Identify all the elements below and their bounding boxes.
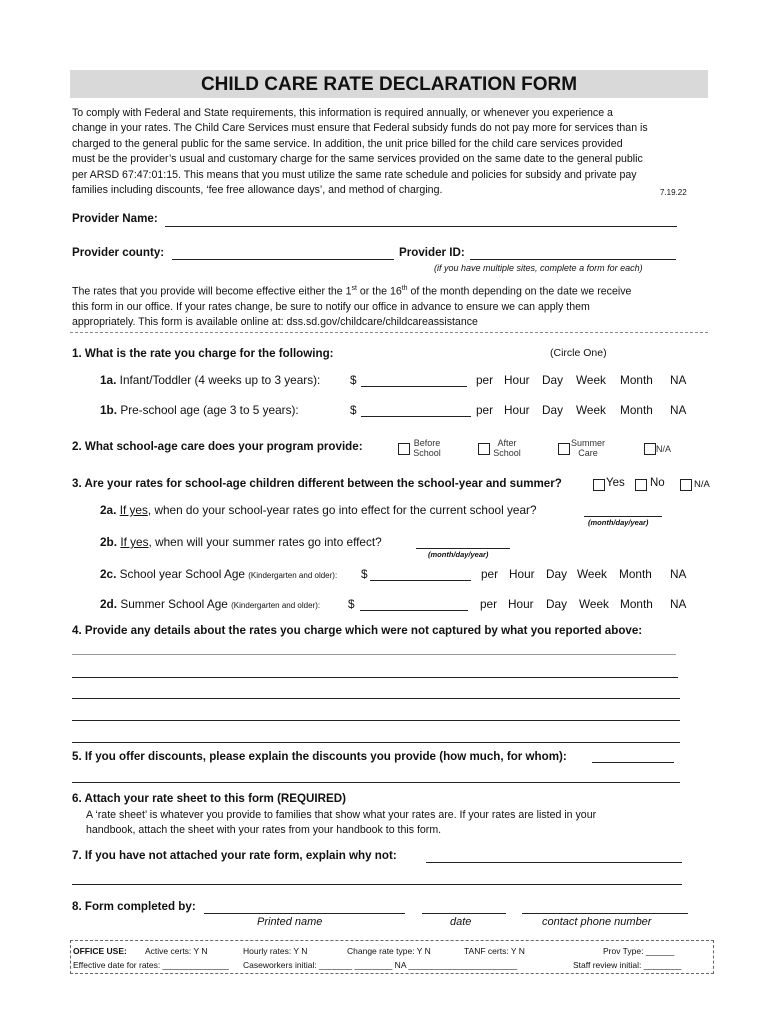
summer-date-field[interactable] [416, 548, 510, 549]
office-use-label: OFFICE USE: [73, 946, 127, 956]
intro-line: To comply with Federal and State requirements, this information is required annually, or whenever you experience a [72, 107, 613, 119]
unit-month[interactable]: Month [620, 597, 653, 611]
no-rate-form-line[interactable] [72, 884, 682, 885]
na-label: N/A [694, 479, 710, 490]
hourly-rates: Hourly rates: Y N [243, 946, 308, 956]
provider-county-field[interactable] [172, 259, 394, 260]
q6-label: 6. Attach your rate sheet to this form (REQUIRED) [72, 792, 346, 805]
unit-na[interactable]: NA [670, 373, 687, 387]
effective-note: The rates that you provide will become effective either the 1st or the 16th of the month depending on the date we receive this form in our office. If your rates change, be sure to notify our office in advance to ensure we can apply them appropriately. This form is available online at: dss.sd.gov/childcare/childcareassistance [72, 285, 632, 329]
dollar-sign: $ [350, 373, 357, 387]
unit-na[interactable]: NA [670, 597, 687, 611]
form-title: CHILD CARE RATE DECLARATION FORM [70, 70, 708, 98]
q2d-label: 2d. Summer School Age (Kindergarten and older): [100, 597, 321, 611]
printed-name-field[interactable] [204, 913, 405, 914]
q1b-label: 1b. Pre-school age (age 3 to 5 years): [100, 403, 299, 417]
na-checkbox[interactable] [680, 479, 692, 491]
provider-id-label: Provider ID: [399, 246, 465, 259]
details-line[interactable] [72, 742, 680, 743]
date-format-hint: (month/day/year) [428, 550, 489, 559]
intro-line: charged to the general public for the same service. In addition, the unit price billed for the child care services provided [72, 137, 623, 150]
details-line[interactable] [72, 654, 676, 655]
unit-week[interactable]: Week [576, 403, 606, 417]
phone-caption: contact phone number [542, 916, 652, 928]
office-use-box [70, 940, 714, 974]
intro-line: families including discounts, ‘fee free allowance days’, and method of charging. [72, 184, 443, 197]
unit-day[interactable]: Day [546, 567, 567, 581]
intro-line: per ARSD 67:47:01:15. This means that you must utilize the same rate schedule and policies for subsidy and private pay [72, 168, 637, 181]
unit-day[interactable]: Day [542, 373, 563, 387]
no-label: No [650, 477, 665, 489]
prov-type: Prov Type: ______ [603, 946, 675, 956]
q5-label: 5. If you offer discounts, please explain the discounts you provide (how much, for whom): [72, 750, 567, 763]
staff-review-initial: Staff review initial: ________ [573, 960, 682, 970]
q1-label: 1. What is the rate you charge for the following: [72, 347, 334, 360]
summer-rate-field[interactable] [360, 610, 468, 611]
details-line[interactable] [72, 677, 678, 678]
yes-label: Yes [606, 477, 625, 489]
unit-hour[interactable]: Hour [504, 403, 530, 417]
q4-label: 4. Provide any details about the rates you charge which were not captured by what you reported above: [72, 624, 643, 637]
unit-day[interactable]: Day [542, 403, 563, 417]
na-checkbox[interactable] [644, 443, 656, 455]
intro-line: must be the provider’s usual and customary charge for the same services provided on the same date to the general public [72, 153, 643, 166]
unit-week[interactable]: Week [579, 597, 609, 611]
active-certs: Active certs: Y N [145, 946, 208, 956]
form-version: 7.19.22 [660, 188, 687, 197]
date-caption: date [450, 916, 472, 928]
dollar-sign: $ [348, 597, 355, 611]
unit-month[interactable]: Month [619, 567, 652, 581]
no-checkbox[interactable] [635, 479, 647, 491]
summer-care-label: Summer Care [570, 438, 605, 458]
q1a-rate-field[interactable] [361, 386, 467, 387]
unit-per: per [481, 567, 499, 581]
unit-na[interactable]: NA [670, 403, 687, 417]
q1a-label: 1a. Infant/Toddler (4 weeks up to 3 years): [100, 373, 321, 387]
school-year-date-field[interactable] [584, 516, 662, 517]
tanf-certs: TANF certs: Y N [464, 946, 525, 956]
details-line[interactable] [72, 698, 680, 699]
change-rate-type: Change rate type: Y N [347, 946, 431, 956]
unit-hour[interactable]: Hour [504, 373, 530, 387]
printed-name-caption: Printed name [257, 916, 323, 928]
unit-per: per [476, 403, 494, 417]
unit-na[interactable]: NA [670, 567, 687, 581]
q7-label: 7. If you have not attached your rate form, explain why not: [72, 849, 397, 862]
q2-label: 2. What school-age care does your program provide: [72, 440, 363, 453]
q8-label: 8. Form completed by: [72, 900, 196, 913]
provider-name-field[interactable] [165, 226, 677, 227]
before-school-label: Before School [413, 438, 441, 458]
unit-per: per [480, 597, 498, 611]
school-year-rate-field[interactable] [370, 580, 471, 581]
unit-week[interactable]: Week [576, 373, 606, 387]
q1b-rate-field[interactable] [361, 416, 471, 417]
before-school-checkbox[interactable] [398, 443, 410, 455]
after-school-checkbox[interactable] [478, 443, 490, 455]
date-format-hint: (month/day/year) [588, 518, 649, 527]
q2b-label: 2b. If yes, when will your summer rates go into effect? [100, 535, 382, 549]
provider-id-field[interactable] [470, 259, 676, 260]
phone-field[interactable] [522, 913, 688, 914]
yes-checkbox[interactable] [593, 479, 605, 491]
effective-date: Effective date for rates: ______________ [73, 960, 229, 970]
provider-county-label: Provider county: [72, 246, 165, 259]
intro-line: change in your rates. The Child Care Services must ensure that Federal subsidy funds do not pay more for services than is [72, 122, 648, 135]
circle-one-note: (Circle One) [550, 347, 607, 359]
dollar-sign: $ [350, 403, 357, 417]
q6-text: A ‘rate sheet’ is whatever you provide to families that show what your rates are. If your rates are listed in your handbook, attach the sheet with your rates from your handbook to this form. [86, 809, 597, 837]
q2c-label: 2c. School year School Age (Kindergarten and older): [100, 567, 338, 581]
q3-label: 3. Are your rates for school-age children different between the school-year and summer? [72, 477, 562, 490]
unit-day[interactable]: Day [546, 597, 567, 611]
unit-hour[interactable]: Hour [508, 597, 534, 611]
discounts-field[interactable] [592, 762, 674, 763]
discounts-line[interactable] [72, 782, 680, 783]
unit-week[interactable]: Week [577, 567, 607, 581]
no-rate-form-reason-field[interactable] [426, 862, 682, 863]
provider-name-label: Provider Name: [72, 212, 158, 225]
intro-text [72, 106, 712, 198]
unit-per: per [476, 373, 494, 387]
na-label: N/A [656, 444, 672, 454]
unit-hour[interactable]: Hour [509, 567, 535, 581]
unit-month[interactable]: Month [620, 373, 653, 387]
dollar-sign: $ [361, 567, 368, 581]
after-school-label: After School [493, 438, 521, 458]
caseworkers-initial: Caseworkers initial: _______ ________ NA _______________________ [243, 960, 518, 970]
date-field[interactable] [422, 913, 506, 914]
unit-month[interactable]: Month [620, 403, 653, 417]
section-divider [70, 332, 708, 333]
details-line[interactable] [72, 720, 680, 721]
multi-site-note: (if you have multiple sites, complete a form for each) [434, 263, 643, 273]
q2a-label: 2a. If yes, when do your school-year rates go into effect for the current school year? [100, 503, 537, 517]
